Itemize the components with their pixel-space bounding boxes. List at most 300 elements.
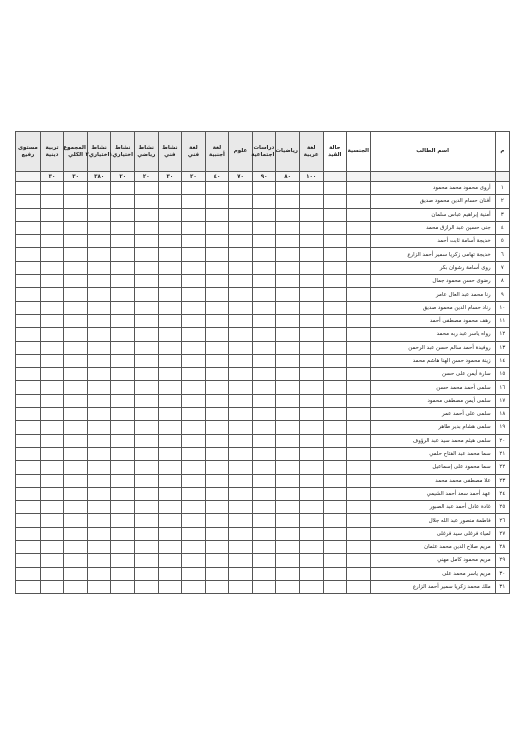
grade-cell[interactable]	[347, 301, 371, 314]
grade-cell[interactable]	[229, 248, 253, 261]
grade-cell[interactable]	[111, 487, 135, 500]
grade-cell[interactable]	[40, 381, 64, 394]
grade-cell[interactable]	[16, 235, 41, 248]
grade-cell[interactable]	[229, 541, 253, 554]
grade-cell[interactable]	[111, 248, 135, 261]
grade-cell[interactable]	[87, 368, 111, 381]
grade-cell[interactable]	[182, 328, 206, 341]
grade-cell[interactable]	[16, 567, 41, 580]
grade-cell[interactable]	[16, 474, 41, 487]
grade-cell[interactable]	[40, 354, 64, 367]
grade-cell[interactable]	[158, 487, 182, 500]
grade-cell[interactable]	[64, 354, 88, 367]
grade-cell[interactable]	[64, 554, 88, 567]
grade-cell[interactable]	[40, 474, 64, 487]
grade-cell[interactable]	[64, 182, 88, 195]
grade-cell[interactable]	[40, 341, 64, 354]
grade-cell[interactable]	[158, 461, 182, 474]
grade-cell[interactable]	[276, 208, 300, 221]
grade-cell[interactable]	[135, 235, 159, 248]
grade-cell[interactable]	[158, 394, 182, 407]
grade-cell[interactable]	[276, 487, 300, 500]
grade-cell[interactable]	[323, 381, 347, 394]
grade-cell[interactable]	[182, 514, 206, 527]
grade-cell[interactable]	[40, 554, 64, 567]
grade-cell[interactable]	[87, 328, 111, 341]
grade-cell[interactable]	[252, 394, 276, 407]
grade-cell[interactable]	[64, 567, 88, 580]
grade-cell[interactable]	[158, 541, 182, 554]
grade-cell[interactable]	[158, 328, 182, 341]
grade-cell[interactable]	[135, 381, 159, 394]
grade-cell[interactable]	[299, 461, 323, 474]
grade-cell[interactable]	[182, 235, 206, 248]
grade-cell[interactable]	[323, 195, 347, 208]
grade-cell[interactable]	[135, 394, 159, 407]
grade-cell[interactable]	[182, 447, 206, 460]
grade-cell[interactable]	[182, 408, 206, 421]
grade-cell[interactable]	[299, 314, 323, 327]
grade-cell[interactable]	[252, 434, 276, 447]
grade-cell[interactable]	[205, 368, 229, 381]
grade-cell[interactable]	[252, 341, 276, 354]
grade-cell[interactable]	[135, 474, 159, 487]
grade-cell[interactable]	[205, 421, 229, 434]
grade-cell[interactable]	[323, 394, 347, 407]
grade-cell[interactable]	[276, 288, 300, 301]
grade-cell[interactable]	[87, 394, 111, 407]
grade-cell[interactable]	[323, 261, 347, 274]
grade-cell[interactable]	[16, 421, 41, 434]
grade-cell[interactable]	[276, 275, 300, 288]
grade-cell[interactable]	[40, 301, 64, 314]
grade-cell[interactable]	[182, 314, 206, 327]
grade-cell[interactable]	[276, 461, 300, 474]
grade-cell[interactable]	[87, 288, 111, 301]
grade-cell[interactable]	[205, 447, 229, 460]
grade-cell[interactable]	[64, 408, 88, 421]
grade-cell[interactable]	[323, 421, 347, 434]
grade-cell[interactable]	[158, 434, 182, 447]
grade-cell[interactable]	[252, 368, 276, 381]
grade-cell[interactable]	[252, 421, 276, 434]
grade-cell[interactable]	[205, 248, 229, 261]
grade-cell[interactable]	[229, 328, 253, 341]
grade-cell[interactable]	[252, 381, 276, 394]
grade-cell[interactable]	[323, 461, 347, 474]
grade-cell[interactable]	[87, 461, 111, 474]
grade-cell[interactable]	[276, 261, 300, 274]
grade-cell[interactable]	[299, 434, 323, 447]
grade-cell[interactable]	[158, 341, 182, 354]
grade-cell[interactable]	[87, 408, 111, 421]
grade-cell[interactable]	[64, 381, 88, 394]
grade-cell[interactable]	[158, 408, 182, 421]
grade-cell[interactable]	[135, 580, 159, 593]
grade-cell[interactable]	[135, 447, 159, 460]
grade-cell[interactable]	[158, 221, 182, 234]
grade-cell[interactable]	[16, 182, 41, 195]
grade-cell[interactable]	[252, 208, 276, 221]
grade-cell[interactable]	[323, 368, 347, 381]
grade-cell[interactable]	[347, 235, 371, 248]
grade-cell[interactable]	[158, 354, 182, 367]
grade-cell[interactable]	[276, 541, 300, 554]
grade-cell[interactable]	[323, 275, 347, 288]
grade-cell[interactable]	[111, 501, 135, 514]
grade-cell[interactable]	[299, 580, 323, 593]
grade-cell[interactable]	[135, 527, 159, 540]
grade-cell[interactable]	[158, 368, 182, 381]
grade-cell[interactable]	[64, 328, 88, 341]
grade-cell[interactable]	[182, 541, 206, 554]
grade-cell[interactable]	[276, 328, 300, 341]
grade-cell[interactable]	[135, 328, 159, 341]
grade-cell[interactable]	[40, 208, 64, 221]
grade-cell[interactable]	[205, 235, 229, 248]
grade-cell[interactable]	[229, 567, 253, 580]
grade-cell[interactable]	[299, 408, 323, 421]
grade-cell[interactable]	[323, 208, 347, 221]
grade-cell[interactable]	[323, 408, 347, 421]
grade-cell[interactable]	[205, 354, 229, 367]
grade-cell[interactable]	[205, 501, 229, 514]
grade-cell[interactable]	[182, 275, 206, 288]
grade-cell[interactable]	[347, 421, 371, 434]
grade-cell[interactable]	[158, 288, 182, 301]
grade-cell[interactable]	[323, 501, 347, 514]
grade-cell[interactable]	[182, 261, 206, 274]
grade-cell[interactable]	[158, 195, 182, 208]
grade-cell[interactable]	[205, 554, 229, 567]
grade-cell[interactable]	[276, 527, 300, 540]
grade-cell[interactable]	[299, 354, 323, 367]
grade-cell[interactable]	[276, 434, 300, 447]
grade-cell[interactable]	[229, 527, 253, 540]
grade-cell[interactable]	[40, 195, 64, 208]
grade-cell[interactable]	[205, 381, 229, 394]
grade-cell[interactable]	[347, 474, 371, 487]
grade-cell[interactable]	[16, 394, 41, 407]
grade-cell[interactable]	[111, 447, 135, 460]
grade-cell[interactable]	[64, 341, 88, 354]
grade-cell[interactable]	[182, 341, 206, 354]
grade-cell[interactable]	[158, 447, 182, 460]
grade-cell[interactable]	[229, 235, 253, 248]
grade-cell[interactable]	[299, 421, 323, 434]
grade-cell[interactable]	[182, 208, 206, 221]
grade-cell[interactable]	[347, 182, 371, 195]
grade-cell[interactable]	[276, 421, 300, 434]
grade-cell[interactable]	[87, 314, 111, 327]
grade-cell[interactable]	[158, 501, 182, 514]
grade-cell[interactable]	[182, 527, 206, 540]
grade-cell[interactable]	[158, 474, 182, 487]
grade-cell[interactable]	[135, 461, 159, 474]
grade-cell[interactable]	[323, 487, 347, 500]
grade-cell[interactable]	[111, 182, 135, 195]
grade-cell[interactable]	[205, 474, 229, 487]
grade-cell[interactable]	[252, 447, 276, 460]
grade-cell[interactable]	[182, 487, 206, 500]
grade-cell[interactable]	[16, 261, 41, 274]
grade-cell[interactable]	[299, 474, 323, 487]
grade-cell[interactable]	[229, 261, 253, 274]
grade-cell[interactable]	[252, 580, 276, 593]
grade-cell[interactable]	[135, 501, 159, 514]
grade-cell[interactable]	[323, 182, 347, 195]
grade-cell[interactable]	[323, 514, 347, 527]
grade-cell[interactable]	[40, 235, 64, 248]
grade-cell[interactable]	[87, 381, 111, 394]
grade-cell[interactable]	[40, 527, 64, 540]
grade-cell[interactable]	[299, 261, 323, 274]
grade-cell[interactable]	[87, 182, 111, 195]
grade-cell[interactable]	[299, 182, 323, 195]
grade-cell[interactable]	[111, 421, 135, 434]
grade-cell[interactable]	[16, 554, 41, 567]
grade-cell[interactable]	[229, 368, 253, 381]
grade-cell[interactable]	[64, 461, 88, 474]
grade-cell[interactable]	[16, 354, 41, 367]
grade-cell[interactable]	[252, 235, 276, 248]
grade-cell[interactable]	[182, 567, 206, 580]
grade-cell[interactable]	[252, 541, 276, 554]
grade-cell[interactable]	[16, 580, 41, 593]
grade-cell[interactable]	[16, 221, 41, 234]
grade-cell[interactable]	[347, 275, 371, 288]
grade-cell[interactable]	[229, 182, 253, 195]
grade-cell[interactable]	[347, 554, 371, 567]
grade-cell[interactable]	[40, 567, 64, 580]
grade-cell[interactable]	[111, 408, 135, 421]
grade-cell[interactable]	[182, 354, 206, 367]
grade-cell[interactable]	[229, 314, 253, 327]
grade-cell[interactable]	[347, 434, 371, 447]
grade-cell[interactable]	[252, 261, 276, 274]
grade-cell[interactable]	[64, 421, 88, 434]
grade-cell[interactable]	[323, 314, 347, 327]
grade-cell[interactable]	[40, 487, 64, 500]
grade-cell[interactable]	[252, 514, 276, 527]
grade-cell[interactable]	[229, 288, 253, 301]
grade-cell[interactable]	[135, 567, 159, 580]
grade-cell[interactable]	[158, 421, 182, 434]
grade-cell[interactable]	[64, 221, 88, 234]
grade-cell[interactable]	[40, 288, 64, 301]
grade-cell[interactable]	[16, 301, 41, 314]
grade-cell[interactable]	[276, 474, 300, 487]
grade-cell[interactable]	[205, 514, 229, 527]
grade-cell[interactable]	[40, 501, 64, 514]
grade-cell[interactable]	[229, 341, 253, 354]
grade-cell[interactable]	[135, 275, 159, 288]
grade-cell[interactable]	[299, 288, 323, 301]
grade-cell[interactable]	[205, 328, 229, 341]
grade-cell[interactable]	[87, 487, 111, 500]
grade-cell[interactable]	[111, 368, 135, 381]
grade-cell[interactable]	[87, 261, 111, 274]
grade-cell[interactable]	[205, 275, 229, 288]
grade-cell[interactable]	[16, 527, 41, 540]
grade-cell[interactable]	[323, 527, 347, 540]
grade-cell[interactable]	[205, 567, 229, 580]
grade-cell[interactable]	[205, 580, 229, 593]
grade-cell[interactable]	[16, 328, 41, 341]
grade-cell[interactable]	[87, 447, 111, 460]
grade-cell[interactable]	[135, 341, 159, 354]
grade-cell[interactable]	[229, 501, 253, 514]
grade-cell[interactable]	[205, 394, 229, 407]
grade-cell[interactable]	[64, 235, 88, 248]
grade-cell[interactable]	[205, 314, 229, 327]
grade-cell[interactable]	[347, 341, 371, 354]
grade-cell[interactable]	[323, 301, 347, 314]
grade-cell[interactable]	[252, 461, 276, 474]
grade-cell[interactable]	[16, 541, 41, 554]
grade-cell[interactable]	[276, 182, 300, 195]
grade-cell[interactable]	[87, 580, 111, 593]
grade-cell[interactable]	[158, 381, 182, 394]
grade-cell[interactable]	[111, 541, 135, 554]
grade-cell[interactable]	[182, 394, 206, 407]
grade-cell[interactable]	[16, 341, 41, 354]
grade-cell[interactable]	[323, 447, 347, 460]
grade-cell[interactable]	[299, 554, 323, 567]
grade-cell[interactable]	[276, 554, 300, 567]
grade-cell[interactable]	[252, 408, 276, 421]
grade-cell[interactable]	[205, 341, 229, 354]
grade-cell[interactable]	[252, 301, 276, 314]
grade-cell[interactable]	[64, 248, 88, 261]
grade-cell[interactable]	[299, 221, 323, 234]
grade-cell[interactable]	[229, 195, 253, 208]
grade-cell[interactable]	[276, 580, 300, 593]
grade-cell[interactable]	[347, 408, 371, 421]
grade-cell[interactable]	[229, 394, 253, 407]
grade-cell[interactable]	[64, 314, 88, 327]
grade-cell[interactable]	[229, 381, 253, 394]
grade-cell[interactable]	[16, 487, 41, 500]
grade-cell[interactable]	[276, 381, 300, 394]
grade-cell[interactable]	[111, 394, 135, 407]
grade-cell[interactable]	[182, 195, 206, 208]
grade-cell[interactable]	[205, 301, 229, 314]
grade-cell[interactable]	[111, 527, 135, 540]
grade-cell[interactable]	[299, 567, 323, 580]
grade-cell[interactable]	[111, 461, 135, 474]
grade-cell[interactable]	[135, 368, 159, 381]
grade-cell[interactable]	[299, 514, 323, 527]
grade-cell[interactable]	[182, 580, 206, 593]
grade-cell[interactable]	[276, 301, 300, 314]
grade-cell[interactable]	[158, 580, 182, 593]
grade-cell[interactable]	[252, 554, 276, 567]
grade-cell[interactable]	[276, 394, 300, 407]
grade-cell[interactable]	[229, 474, 253, 487]
grade-cell[interactable]	[111, 381, 135, 394]
grade-cell[interactable]	[135, 195, 159, 208]
grade-cell[interactable]	[87, 501, 111, 514]
grade-cell[interactable]	[87, 474, 111, 487]
grade-cell[interactable]	[64, 434, 88, 447]
grade-cell[interactable]	[135, 434, 159, 447]
grade-cell[interactable]	[158, 527, 182, 540]
grade-cell[interactable]	[276, 341, 300, 354]
grade-cell[interactable]	[252, 501, 276, 514]
grade-cell[interactable]	[323, 235, 347, 248]
grade-cell[interactable]	[205, 541, 229, 554]
grade-cell[interactable]	[40, 514, 64, 527]
grade-cell[interactable]	[205, 261, 229, 274]
grade-cell[interactable]	[205, 527, 229, 540]
grade-cell[interactable]	[347, 580, 371, 593]
grade-cell[interactable]	[323, 541, 347, 554]
grade-cell[interactable]	[40, 461, 64, 474]
grade-cell[interactable]	[229, 461, 253, 474]
grade-cell[interactable]	[229, 221, 253, 234]
grade-cell[interactable]	[16, 381, 41, 394]
grade-cell[interactable]	[205, 461, 229, 474]
grade-cell[interactable]	[276, 354, 300, 367]
grade-cell[interactable]	[87, 421, 111, 434]
grade-cell[interactable]	[229, 275, 253, 288]
grade-cell[interactable]	[135, 182, 159, 195]
grade-cell[interactable]	[276, 368, 300, 381]
grade-cell[interactable]	[40, 580, 64, 593]
grade-cell[interactable]	[347, 314, 371, 327]
grade-cell[interactable]	[182, 501, 206, 514]
grade-cell[interactable]	[323, 221, 347, 234]
grade-cell[interactable]	[299, 341, 323, 354]
grade-cell[interactable]	[347, 248, 371, 261]
grade-cell[interactable]	[299, 275, 323, 288]
grade-cell[interactable]	[252, 314, 276, 327]
grade-cell[interactable]	[252, 567, 276, 580]
grade-cell[interactable]	[111, 554, 135, 567]
grade-cell[interactable]	[347, 541, 371, 554]
grade-cell[interactable]	[229, 301, 253, 314]
grade-cell[interactable]	[87, 341, 111, 354]
grade-cell[interactable]	[111, 235, 135, 248]
grade-cell[interactable]	[323, 341, 347, 354]
grade-cell[interactable]	[229, 554, 253, 567]
grade-cell[interactable]	[40, 248, 64, 261]
grade-cell[interactable]	[87, 541, 111, 554]
grade-cell[interactable]	[347, 461, 371, 474]
grade-cell[interactable]	[182, 381, 206, 394]
grade-cell[interactable]	[182, 248, 206, 261]
grade-cell[interactable]	[276, 408, 300, 421]
grade-cell[interactable]	[252, 474, 276, 487]
grade-cell[interactable]	[323, 248, 347, 261]
grade-cell[interactable]	[323, 354, 347, 367]
grade-cell[interactable]	[182, 421, 206, 434]
grade-cell[interactable]	[276, 447, 300, 460]
grade-cell[interactable]	[182, 288, 206, 301]
grade-cell[interactable]	[276, 567, 300, 580]
grade-cell[interactable]	[229, 487, 253, 500]
grade-cell[interactable]	[87, 301, 111, 314]
grade-cell[interactable]	[276, 221, 300, 234]
grade-cell[interactable]	[40, 541, 64, 554]
grade-cell[interactable]	[205, 408, 229, 421]
grade-cell[interactable]	[276, 248, 300, 261]
grade-cell[interactable]	[252, 221, 276, 234]
grade-cell[interactable]	[64, 368, 88, 381]
grade-cell[interactable]	[64, 501, 88, 514]
grade-cell[interactable]	[64, 474, 88, 487]
